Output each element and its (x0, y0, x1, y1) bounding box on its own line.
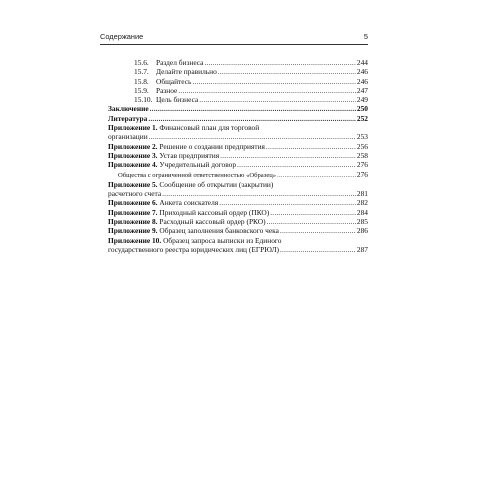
entry-page: 276 (356, 169, 368, 179)
entry-page: 247 (356, 85, 368, 95)
entry-title: Устав предприятия (159, 150, 220, 160)
entry-title: Учредительный договор (159, 160, 237, 170)
dot-leader (219, 198, 356, 207)
toc-entry-appendix-7[interactable] (108, 208, 368, 217)
dot-leader (178, 86, 356, 95)
entry-page: 258 (356, 150, 368, 160)
dot-leader (199, 95, 356, 104)
entry-page: 246 (356, 76, 368, 86)
dot-leader (277, 171, 356, 180)
appendix-label: Приложение 8. (108, 217, 158, 227)
dot-leader (266, 142, 356, 151)
appendix-label: Приложение 6. (108, 198, 158, 208)
dot-leader (192, 77, 356, 86)
entry-title: Раздел бизнеса (156, 58, 204, 67)
entry-page: 276 (356, 160, 368, 170)
dot-leader (280, 245, 356, 254)
toc-entry-appendix-8[interactable] (108, 217, 368, 226)
dot-leader (218, 67, 356, 76)
page-number: 5 (363, 32, 368, 41)
toc-entry-15-10[interactable] (108, 95, 368, 104)
entry-title-cont: расчетного счета (108, 189, 162, 199)
toc-entry-appendix-4[interactable] (108, 160, 368, 169)
entry-title: Образец запроса выписки из Единого (163, 235, 282, 245)
entry-number: 15.8. (134, 76, 149, 86)
entry-title: Решение о создании предприятия (159, 141, 265, 151)
entry-page: 282 (356, 198, 368, 208)
toc-entry-appendix-1[interactable] (108, 123, 368, 142)
entry-title: Анкета соискателя (159, 198, 219, 208)
toc-entry-15-9[interactable] (108, 86, 368, 95)
toc-entry-appendix-6[interactable] (108, 198, 368, 207)
entry-title: Общества с ограниченной ответственностью «Образец» (118, 171, 277, 179)
toc-entry-15-7[interactable] (108, 67, 368, 76)
entry-title: Цель бизнеса (156, 95, 199, 105)
entry-page: 284 (356, 207, 368, 217)
dot-leader (280, 226, 356, 235)
entry-title: Общайтесь (156, 76, 192, 86)
entry-title: Заключение (108, 104, 149, 114)
entry-title-cont: государственного реестра юридических лиц (ЕГРЮЛ) (108, 244, 279, 254)
entry-number: 15.6. (134, 58, 149, 67)
entry-page: 244 (356, 58, 368, 67)
entry-page: 285 (356, 217, 368, 227)
entry-page: 253 (356, 132, 368, 142)
entry-number: 15.10. (134, 95, 153, 105)
toc-entry-literature[interactable] (108, 114, 368, 123)
appendix-label: Приложение 1. (108, 123, 158, 133)
toc-entry-conclusion[interactable] (108, 104, 368, 113)
entry-title: Приходный кассовый ордер (ПКО) (159, 207, 270, 217)
entry-page: 286 (356, 226, 368, 236)
entry-title: Литература (108, 113, 148, 123)
entry-title: Делайте правильно (156, 67, 217, 77)
dot-leader (220, 151, 356, 160)
entry-title: Финансовый план для торговой (159, 123, 260, 133)
appendix-label: Приложение 4. (108, 160, 158, 170)
toc-entry-15-8[interactable] (108, 77, 368, 86)
dot-leader (150, 104, 356, 113)
appendix-label: Приложение 7. (108, 207, 158, 217)
appendix-label: Приложение 2. (108, 141, 158, 151)
appendix-label: Приложение 5. (108, 179, 158, 189)
header-rule (100, 44, 368, 45)
entry-page: 249 (356, 95, 368, 105)
toc-entry-15-6[interactable] (108, 58, 368, 67)
entry-page: 287 (356, 244, 368, 254)
dot-leader (204, 58, 355, 67)
appendix-label: Приложение 10. (108, 235, 162, 245)
toc-entry-appendix-5[interactable] (108, 180, 368, 199)
dot-leader (267, 217, 356, 226)
dot-leader (162, 189, 356, 198)
entry-title: Сообщение об открытии (закрытии) (159, 179, 274, 189)
dot-leader (149, 132, 356, 141)
table-of-contents (108, 58, 368, 254)
running-header (100, 32, 368, 44)
entry-title-cont: организации (108, 132, 148, 142)
section-title: Содержание (100, 32, 144, 41)
entry-page: 252 (356, 113, 368, 123)
entry-page: 256 (356, 141, 368, 151)
entry-page: 281 (356, 189, 368, 199)
toc-entry-appendix-10[interactable] (108, 236, 368, 255)
entry-page: 250 (356, 104, 368, 114)
entry-number: 15.7. (134, 67, 149, 77)
appendix-label: Приложение 3. (108, 150, 158, 160)
entry-title: Образец заполнения банковского чека (159, 226, 279, 236)
dot-leader (237, 160, 356, 169)
entry-title: Расходный кассовый ордер (РКО) (159, 217, 266, 227)
entry-number: 15.9. (134, 85, 149, 95)
entry-title: Разное (156, 85, 178, 95)
toc-entry-appendix-2[interactable] (108, 142, 368, 151)
toc-entry-appendix-9[interactable] (108, 226, 368, 235)
appendix-label: Приложение 9. (108, 226, 158, 236)
toc-entry-appendix-4-sub[interactable] (108, 170, 368, 180)
dot-leader (148, 114, 356, 123)
entry-page: 246 (356, 67, 368, 77)
dot-leader (270, 208, 356, 217)
toc-entry-appendix-3[interactable] (108, 151, 368, 160)
